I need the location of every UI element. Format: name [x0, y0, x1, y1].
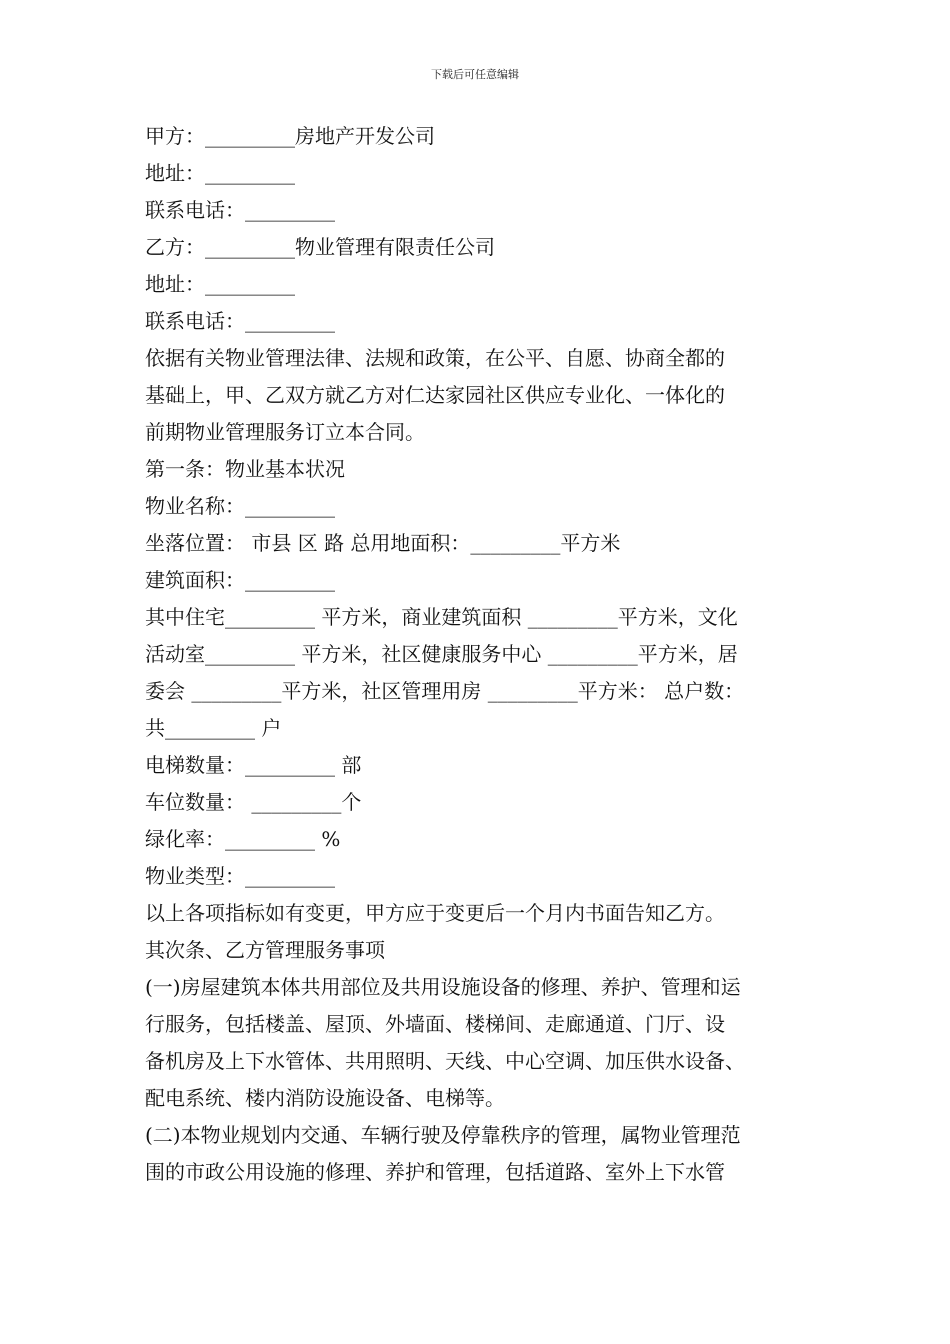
preamble-line-1: 依据有关物业管理法律、法规和政策，在公平、自愿、协商全都的 [145, 346, 725, 370]
party-b-line: 乙方：_________物业管理有限责任公司 [145, 235, 495, 259]
property-name: 物业名称：_________ [145, 494, 335, 518]
elevator-count: 电梯数量：_________ 部 [145, 753, 362, 777]
party-a-phone: 联系电话：_________ [145, 198, 335, 222]
clause-1-line-2: 行服务，包括楼盖、屋顶、外墙面、楼梯间、走廊通道、门厅、设 [145, 1012, 725, 1036]
property-type: 物业类型：_________ [145, 864, 335, 888]
area-breakdown-2: 活动室_________ 平方米，社区健康服务中心 _________平方米，居 [145, 642, 738, 666]
clause-1-line-3: 备机房及上下水管体、共用照明、天线、中心空调、加压供水设备、 [145, 1049, 745, 1073]
page-header: 下载后可任意编辑 [431, 68, 519, 81]
party-b-address: 地址：_________ [145, 272, 295, 296]
party-a-line: 甲方：_________房地产开发公司 [145, 124, 435, 148]
building-area: 建筑面积：_________ [145, 568, 335, 592]
clause-2-line-2: 围的市政公用设施的修理、养护和管理，包括道路、室外上下水管 [145, 1160, 725, 1184]
household-count: 共_________ 户 [145, 716, 282, 740]
article-2-heading: 其次条、乙方管理服务事项 [145, 938, 385, 962]
area-breakdown-1: 其中住宅_________ 平方米，商业建筑面积 _________平方米，文化 [145, 605, 738, 629]
green-rate: 绿化率：_________ % [145, 827, 341, 851]
preamble-line-3: 前期物业管理服务订立本合同。 [145, 420, 425, 444]
preamble-line-2: 基础上，甲、乙双方就乙方对仁达家园社区供应专业化、一体化的 [145, 383, 725, 407]
clause-1-line-1: (一)房屋建筑本体共用部位及共用设施设备的修理、养护、管理和运 [145, 975, 741, 999]
parking-count: 车位数量： _________个 [145, 790, 362, 814]
clause-2-line-1: (二)本物业规划内交通、车辆行驶及停靠秩序的管理，属物业管理范 [145, 1123, 741, 1147]
article-1-heading: 第一条：物业基本状况 [145, 457, 345, 481]
clause-1-line-4: 配电系统、楼内消防设施设备、电梯等。 [145, 1086, 505, 1110]
contract-body [145, 118, 825, 1191]
change-notice: 以上各项指标如有变更，甲方应于变更后一个月内书面告知乙方。 [145, 901, 725, 925]
property-location: 坐落位置： 市县 区 路 总用地面积：_________平方米 [145, 531, 621, 555]
party-a-address: 地址：_________ [145, 161, 295, 185]
party-b-phone: 联系电话：_________ [145, 309, 335, 333]
area-breakdown-3: 委会 _________平方米，社区管理用房 _________平方米： 总户数： [145, 679, 745, 703]
